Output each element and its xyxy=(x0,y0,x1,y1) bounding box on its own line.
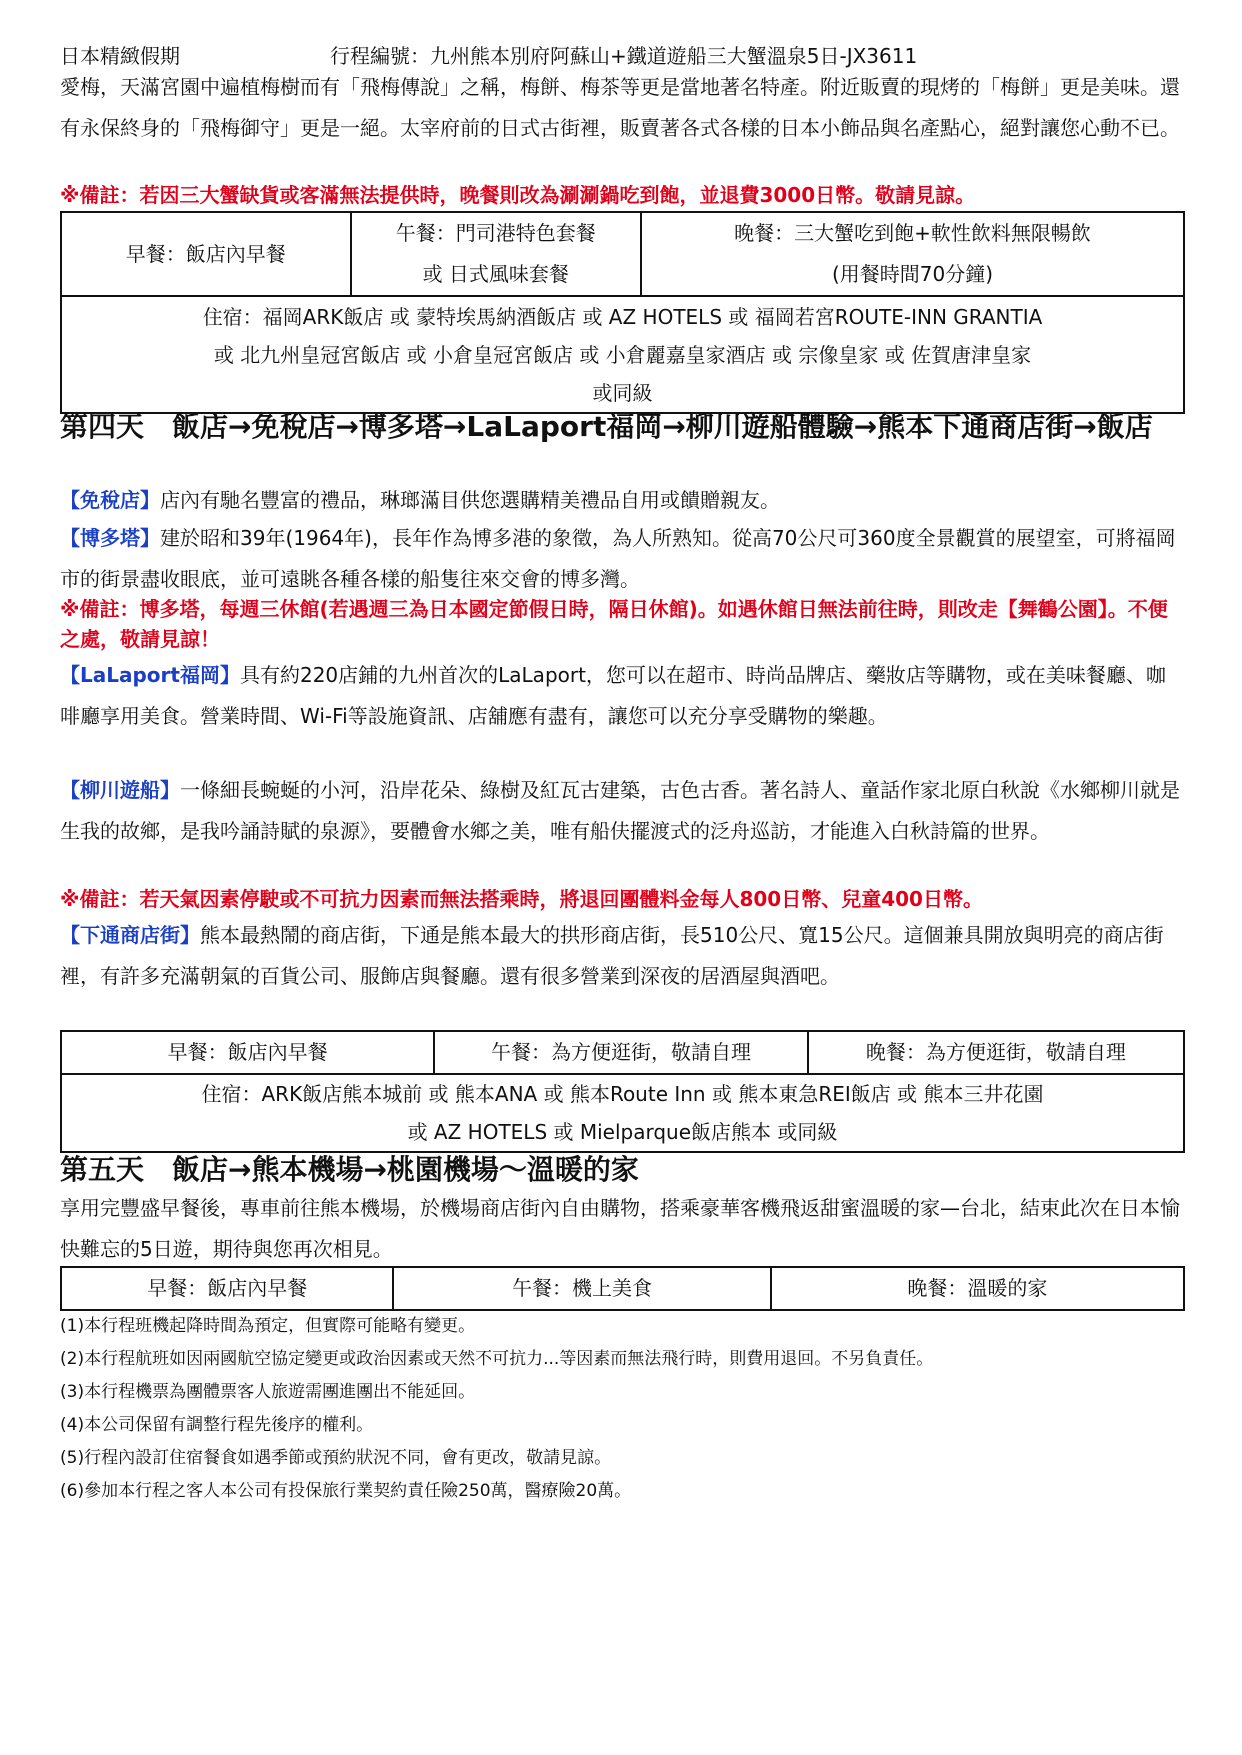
tour-code: 行程編號：九州熊本別府阿蘇山+鐵道遊船三大蟹溫泉5日-JX3611 xyxy=(330,44,918,68)
yanagawa-paragraph: 【柳川遊船】一條細長蜿蜒的小河，沿岸花朵、綠樹及紅瓦古建築，古色古香。著名詩人、童話作家北原白秋說《水鄉柳川就是生我的故鄉，是我吟誦詩賦的泉源》，要體會水鄉之美，唯有船伕擺渡式的泛舟巡訪，才能進入白秋詩篇的世界。 xyxy=(60,778,1180,843)
footnote-3: (3)本行程機票為團體票客人旅遊需團進團出不能延回。 xyxy=(60,1382,476,1402)
day4-meal-table xyxy=(60,1030,1185,1153)
day4-dinner: 晚餐：為方便逛街，敬請自理 xyxy=(808,1031,1184,1074)
day3-breakfast: 早餐：飯店內早餐 xyxy=(61,212,351,296)
day3-dinner: 晚餐：三大蟹吃到飽+軟性飲料無限暢飲 (用餐時間70分鐘) xyxy=(641,212,1184,296)
day3-dinner-note: ※備註：若因三大蟹缺貨或客滿無法提供時，晚餐則改為涮涮鍋吃到飽，並退費3000日幣。敬請見諒。 xyxy=(60,183,976,207)
day5-meal-table xyxy=(60,1266,1185,1311)
day3-hotel: 住宿：福岡ARK飯店 或 蒙特埃馬納酒飯店 或 AZ HOTELS 或 福岡若宮ROUTE-INN GRANTIA 或 北九州皇冠宮飯店 或 小倉皇冠宮飯店 或 小倉麗嘉皇家酒店 或 宗像皇家 或 佐賀唐津皇家 或同級 xyxy=(61,296,1184,413)
yanagawa-tag: 【柳川遊船】 xyxy=(60,778,180,802)
day3-meal-table xyxy=(60,211,1185,414)
dutyfree-paragraph: 【免稅店】店內有馳名豐富的禮品，琳瑯滿目供您選購精美禮品自用或饋贈親友。 xyxy=(60,488,780,512)
day4-breakfast: 早餐：飯店內早餐 xyxy=(61,1031,434,1074)
dutyfree-tag: 【免稅店】 xyxy=(60,488,160,512)
intro-paragraph: 愛梅，天滿宮園中遍植梅樹而有「飛梅傳說」之稱，梅餅、梅茶等更是當地著名特產。附近販賣的現烤的「梅餅」更是美味。還有永保終身的「飛梅御守」更是一絕。太宰府前的日式古街裡，販賣著各式各樣的日本小飾品與名產點心，絕對讓您心動不已。 xyxy=(60,75,1180,140)
day5-breakfast: 早餐：飯店內早餐 xyxy=(61,1267,393,1310)
day3-lunch: 午餐：門司港特色套餐 或 日式風味套餐 xyxy=(351,212,642,296)
footnote-4: (4)本公司保留有調整行程先後序的權利。 xyxy=(60,1415,374,1435)
footnote-1: (1)本行程班機起降時間為預定，但實際可能略有變更。 xyxy=(60,1316,476,1336)
lalaport-tag: 【LaLaport福岡】 xyxy=(60,663,240,687)
lalaport-paragraph: 【LaLaport福岡】具有約220店鋪的九州首次的LaLaport，您可以在超市、時尚品牌店、藥妝店等購物，或在美味餐廳、咖啡廳享用美食。營業時間、Wi-Fi等設施資訊、店舖應有盡有，讓您可以充分享受購物的樂趣。 xyxy=(60,663,1166,728)
company-name: 日本精緻假期 xyxy=(60,44,180,68)
day4-title: 第四天 飯店→免稅店→博多塔→LaLaport福岡→柳川遊船體驗→熊本下通商店街→飯店 xyxy=(60,410,1153,443)
hakata-tag: 【博多塔】 xyxy=(60,526,160,550)
footnote-5: (5)行程內設訂住宿餐食如遇季節或預約狀況不同，會有更改，敬請見諒。 xyxy=(60,1448,612,1468)
footnote-2: (2)本行程航班如因兩國航空協定變更或政治因素或天然不可抗力...等因素而無法飛行時，則費用退回。不另負責任。 xyxy=(60,1349,934,1369)
hakata-paragraph: 【博多塔】建於昭和39年(1964年)，長年作為博多港的象徵，為人所熟知。從高70公尺可360度全景觀賞的展望室，可將福岡市的街景盡收眼底，並可遠眺各種各樣的船隻往來交會的博多灣。 xyxy=(60,526,1176,591)
hakata-note: ※備註：博多塔，每週三休館(若遇週三為日本國定節假日時，隔日休館)。如遇休館日無法前往時，則改走【舞鶴公園】。不便之處，敬請見諒！ xyxy=(60,597,1168,651)
day4-hotel: 住宿：ARK飯店熊本城前 或 熊本ANA 或 熊本Route Inn 或 熊本東急REI飯店 或 熊本三井花園 或 AZ HOTELS 或 Mielparque飯店熊本 或同級 xyxy=(61,1074,1184,1152)
day5-title: 第五天 飯店→熊本機場→桃園機場～溫暖的家 xyxy=(60,1153,639,1186)
shimotori-tag: 【下通商店街】 xyxy=(60,923,200,947)
day5-dinner: 晚餐：溫暖的家 xyxy=(771,1267,1184,1310)
day5-paragraph: 享用完豐盛早餐後，專車前往熊本機場，於機場商店街內自由購物，搭乘豪華客機飛返甜蜜溫暖的家—台北，結束此次在日本愉快難忘的5日遊，期待與您再次相見。 xyxy=(60,1196,1180,1261)
footnote-6: (6)參加本行程之客人本公司有投保旅行業契約責任險250萬，醫療險20萬。 xyxy=(60,1481,632,1501)
shimotori-paragraph: 【下通商店街】熊本最熱鬧的商店街，下通是熊本最大的拱形商店街，長510公尺、寬15公尺。這個兼具開放與明亮的商店街裡，有許多充滿朝氣的百貨公司、服飾店與餐廳。還有很多營業到深夜的居酒屋與酒吧。 xyxy=(60,923,1164,988)
page-header xyxy=(60,40,918,69)
yanagawa-note: ※備註：若天氣因素停駛或不可抗力因素而無法搭乘時，將退回團體料金每人800日幣、兒童400日幣。 xyxy=(60,887,983,911)
day4-lunch: 午餐：為方便逛街，敬請自理 xyxy=(434,1031,807,1074)
day5-lunch: 午餐：機上美食 xyxy=(393,1267,770,1310)
